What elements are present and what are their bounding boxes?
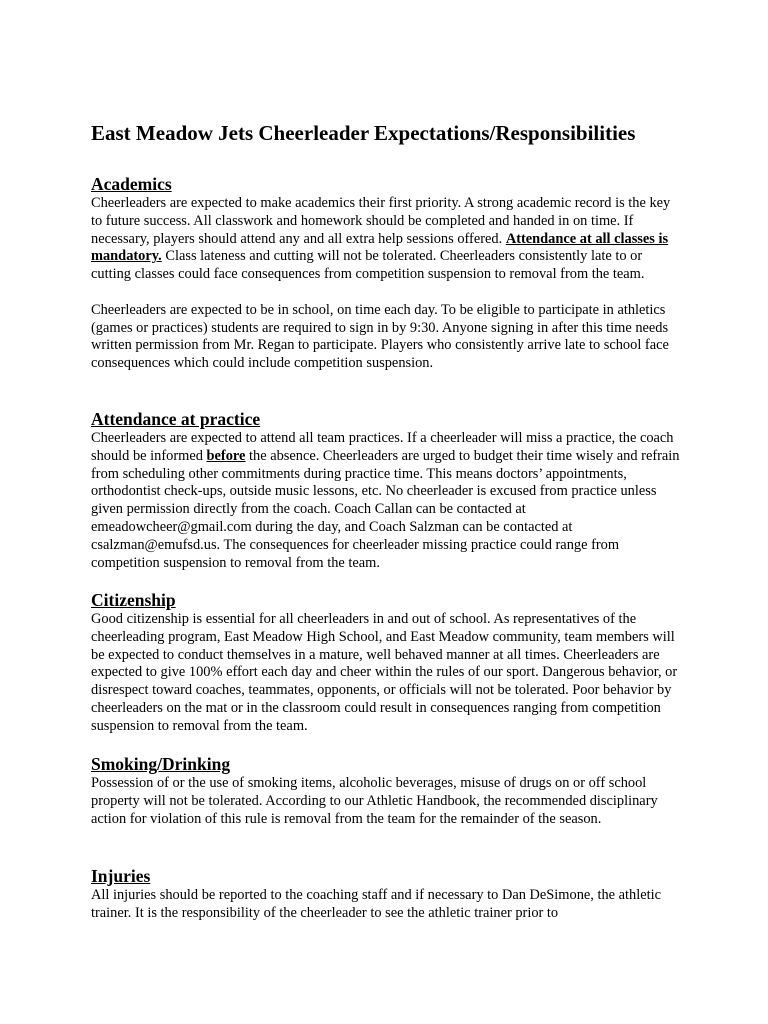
attendance-p1-text-a: Cheerleaders are expected to attend all team practices. If a cheerleader will miss a practice, the coach should be informed <box>91 430 674 464</box>
attendance-paragraph-1 <box>91 430 681 572</box>
section-heading-attendance: Attendance at practice <box>91 409 261 429</box>
attendance-p1-text-b: the absence. Cheerleaders are urged to budget their time wisely and refrain from scheduling other commitments during practice time. This means doctors’ appointments, orthodontist check-ups, outside music lessons, etc. No cheerleader is excused from practice unless given permission directly from the coach. Coach Callan can be contacted at emeadowcheer@gmail.com during the day, and Coach Salzman can be contacted at csalzman@emufsd.us. The consequences for cheerleader missing practice could range from competition suspension to removal from the team. <box>91 447 680 571</box>
academics-paragraph-2: Cheerleaders are expected to be in school, on time each day. To be eligible to participate in athletics (games or practices) students are required to sign in by 9:30. Anyone signing in after this time needs written permission from Mr. Regan to participate. Players who consistently arrive late to school face consequences which could include competition suspension. <box>91 301 669 372</box>
academics-paragraph-1 <box>91 195 681 284</box>
section-citizenship <box>91 590 681 736</box>
section-heading-smoking-drinking: Smoking/Drinking <box>91 754 231 774</box>
section-academics <box>91 174 681 373</box>
section-injuries <box>91 866 681 923</box>
section-attendance <box>91 409 681 572</box>
section-heading-citizenship: Citizenship <box>91 590 176 610</box>
document-title: East Meadow Jets Cheerleader Expectations/Responsibilities <box>91 121 636 145</box>
smoking-paragraph-1: Possession of or the use of smoking items, alcoholic beverages, misuse of drugs on or off school property will not be tolerated. According to our Athletic Handbook, the recommended disciplinary action for violation of this rule is removal from the team for the remainder of the season. <box>91 775 658 827</box>
section-smoking-drinking <box>91 754 681 828</box>
section-heading-injuries: Injuries <box>91 866 151 886</box>
citizenship-paragraph-1: Good citizenship is essential for all cheerleaders in and out of school. As representatives of the cheerleading program, East Meadow High School, and East Meadow community, team members will be expected to conduct themselves in a mature, well behaved manner at all times. Cheerleaders are expected to give 100% effort each day and cheer within the rules of our sport. Dangerous behavior, or disrespect toward coaches, teammates, opponents, or officials will not be tolerated. Poor behavior by cheerleaders on the mat or in the classroom could result in consequences ranging from competition suspension to removal from the team. <box>91 611 678 734</box>
injuries-paragraph-1: All injuries should be reported to the coaching staff and if necessary to Dan DeSimone, the athletic trainer. It is the responsibility of the cheerleader to see the athletic trainer prior to <box>91 887 661 921</box>
academics-p1-text-a: Cheerleaders are expected to make academics their first priority. A strong academic record is the key to future success. All classwork and homework should be completed and handed in on time. If necessary, players should attend any and all extra help sessions offered. <box>91 195 671 247</box>
attendance-p1-emphasis: before <box>206 447 246 464</box>
academics-p1-text-b: Class lateness and cutting will not be tolerated. Cheerleaders consistently late to or cutting classes could face consequences from competition suspension to removal from the team. <box>91 248 645 283</box>
academics-p1-emphasis: Attendance at all classes is mandatory. <box>91 230 669 265</box>
section-heading-academics: Academics <box>91 174 172 194</box>
